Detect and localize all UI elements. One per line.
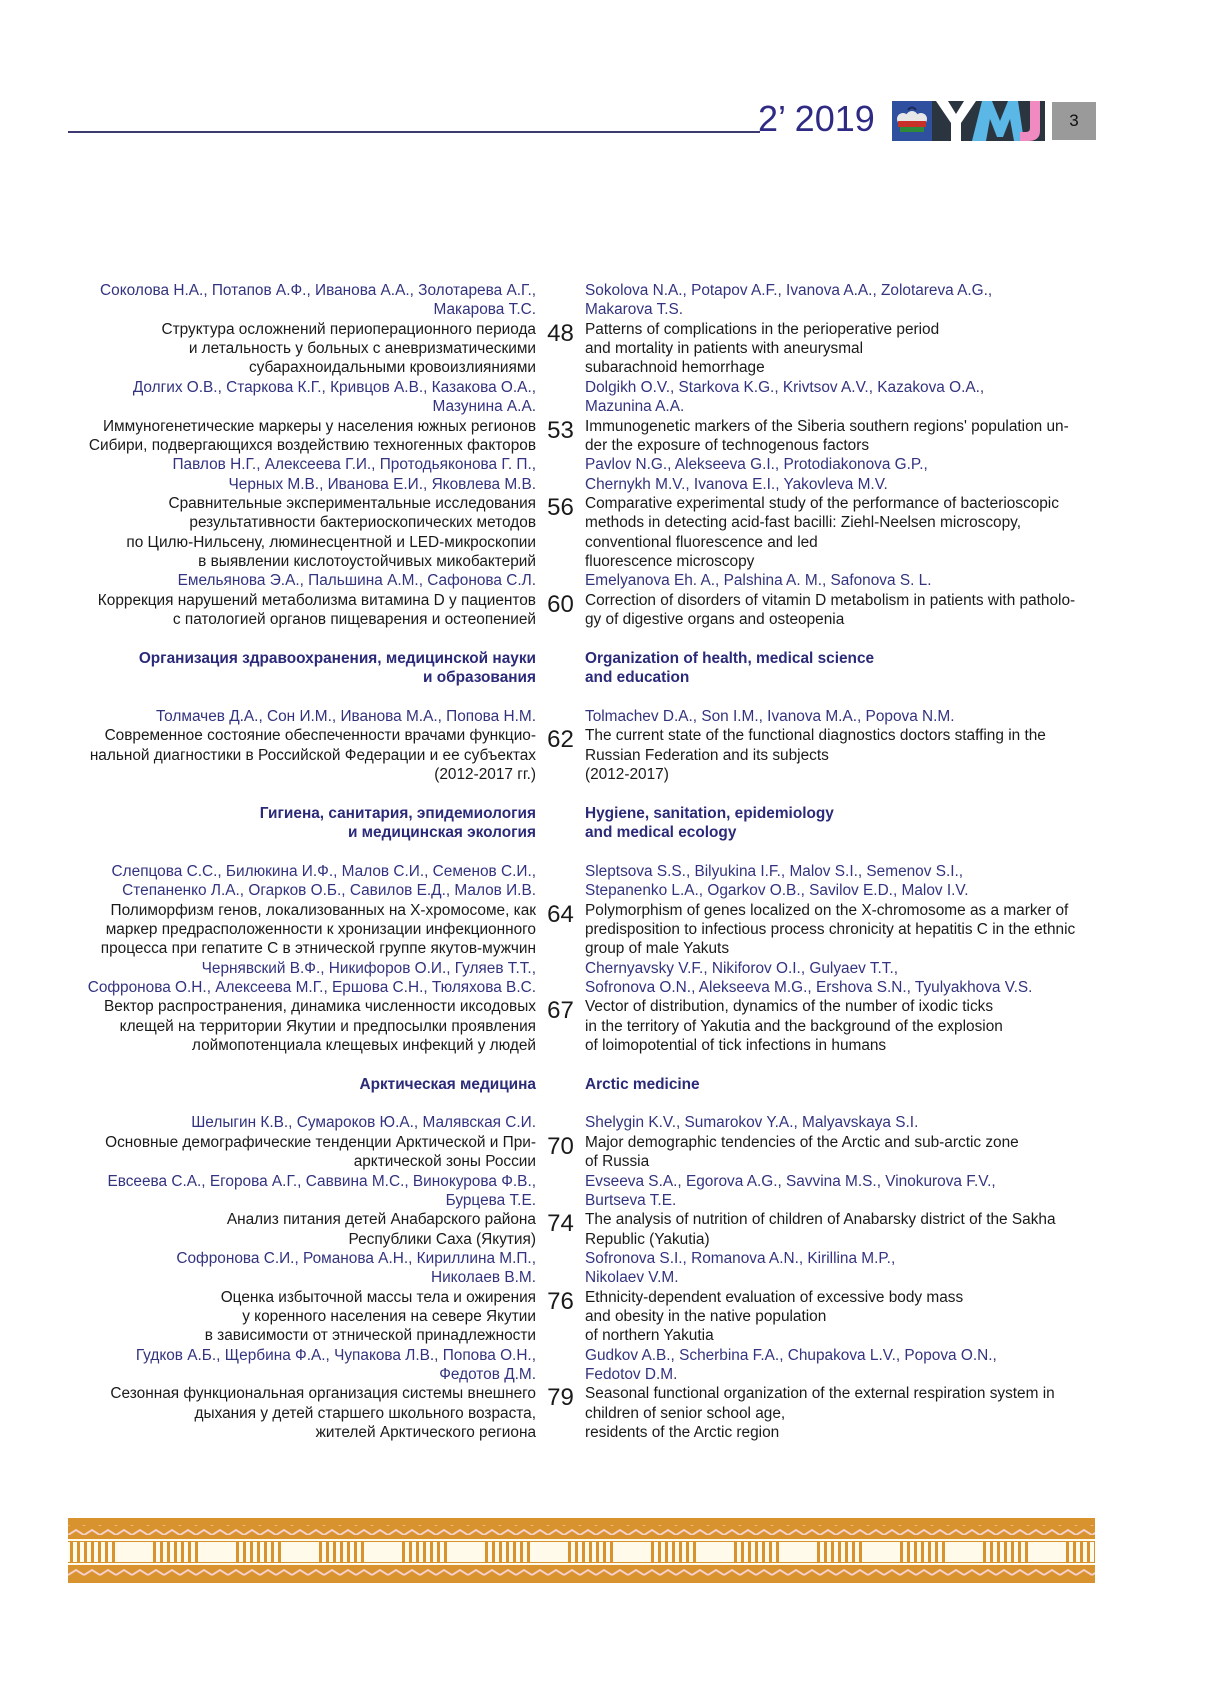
article-title-en: Major demographic tendencies of the Arctic and sub-arctic zone bbox=[585, 1133, 1019, 1151]
authors-en: Chernykh M.V., Ivanova E.I., Yakovleva M.V. bbox=[585, 475, 888, 493]
authors-en: Burtseva T.E. bbox=[585, 1191, 677, 1209]
ornament-border bbox=[68, 1518, 1095, 1583]
authors-page bbox=[536, 963, 585, 982]
section-heading-en: Organization of health, medical science bbox=[585, 649, 875, 667]
article-title-en bbox=[585, 784, 1092, 803]
authors-en: Dolgikh O.V., Starkova K.G., Krivtsov A.V., Kazakova O.A., bbox=[585, 378, 985, 396]
authors-en: Sleptsova S.S., Bilyukina I.F., Malov S.I., Semenov S.I., bbox=[585, 862, 964, 880]
page-number-page bbox=[536, 1098, 585, 1117]
article-title-en: gy of digestive organs and osteopenia bbox=[585, 611, 845, 629]
article-title-en: predisposition to infectious process chronicity at hepatitis C in the ethnic bbox=[585, 920, 1076, 938]
article-title-ru: дыхания у детей старшего школьного возраста, bbox=[194, 1404, 536, 1422]
article-title-ru: у коренного населения на севере Якутии bbox=[242, 1308, 536, 1326]
section-heading-en: and education bbox=[585, 669, 690, 687]
article-title-ru bbox=[68, 1094, 536, 1113]
page-number-page: 64 bbox=[547, 900, 574, 928]
page-number-page: 56 bbox=[547, 493, 574, 521]
page-number-page bbox=[536, 769, 585, 788]
page-number-page bbox=[536, 614, 585, 633]
authors-page bbox=[536, 1350, 585, 1369]
authors-page bbox=[536, 285, 585, 304]
article-title-en: The analysis of nutrition of children of Anabarsky district of the Sakha bbox=[585, 1211, 1056, 1229]
article-title-ru bbox=[68, 1055, 536, 1074]
article-title-en: group of male Yakuts bbox=[585, 940, 730, 958]
page-number-page: 48 bbox=[547, 319, 574, 347]
article-title-ru: нальной диагностики в Российской Федерации и ее субъектах bbox=[89, 746, 536, 764]
article-title-ru: Вектор распространения, динамика численности иксодовых bbox=[104, 998, 536, 1016]
article-title-en bbox=[585, 842, 1092, 861]
authors-page bbox=[536, 866, 585, 885]
zigzag-top bbox=[68, 1525, 1095, 1535]
table-of-contents bbox=[68, 281, 1092, 1443]
article-title-en: children of senior school age, bbox=[585, 1404, 786, 1422]
article-title-en: methods in detecting acid-fast bacilli: Ziehl-Neelsen microscopy, bbox=[585, 514, 1021, 532]
authors-page bbox=[536, 1176, 585, 1195]
authors-ru: Толмачев Д.А., Сон И.М., Иванова М.А., Попова Н.М. bbox=[155, 707, 536, 725]
authors-en: Makarova T.S. bbox=[585, 301, 684, 319]
authors-en: Pavlov N.G., Alekseeva G.I., Protodiakonova G.P., bbox=[585, 456, 928, 474]
article-title-ru: Современное состояние обеспеченности врачами функцио- bbox=[104, 727, 536, 745]
header-rule bbox=[68, 131, 760, 133]
toc-row-author bbox=[68, 281, 1092, 300]
article-title-ru: жителей Арктического региона bbox=[315, 1424, 536, 1442]
authors-ru: Шелыгин К.В., Сумароков Ю.А., Малявская С.И. bbox=[191, 1114, 536, 1132]
authors-ru: Гудков А.Б., Щербина Ф.А., Чупакова Л.В., Попова О.Н., bbox=[135, 1346, 536, 1364]
page-number-page bbox=[536, 1059, 585, 1078]
authors-ru: Федотов Д.М. bbox=[439, 1366, 536, 1384]
page-number-page bbox=[536, 1427, 585, 1446]
authors-en: Gudkov A.B., Scherbina F.A., Chupakova L.V., Popova O.N., bbox=[585, 1346, 997, 1364]
authors-en: Evseeva S.A., Egorova A.G., Savvina M.S., Vinokurova F.V., bbox=[585, 1172, 996, 1190]
authors-ru: Мазунина А.А. bbox=[432, 398, 536, 416]
page-number-page: 60 bbox=[547, 590, 574, 618]
authors-en: Tolmachev D.A., Son I.M., Ivanova M.A., Popova N.M. bbox=[585, 707, 955, 725]
article-title-en bbox=[585, 1055, 1092, 1074]
page-number-page bbox=[536, 1234, 585, 1253]
authors-en: Nikolaev V.M. bbox=[585, 1269, 679, 1287]
article-title-ru: Иммуногенетические маркеры у населения южных регионов bbox=[102, 417, 536, 435]
article-title-ru: Сибири, подвергающихся воздействию техногенных факторов bbox=[88, 436, 536, 454]
article-title-en: The current state of the functional diagnostics doctors staffing in the bbox=[585, 727, 1046, 745]
article-title-ru: Коррекция нарушений метаболизма витамина D у пациентов bbox=[97, 591, 536, 609]
page-number-page: 74 bbox=[547, 1210, 574, 1238]
article-title-ru: Оценка избыточной массы тела и ожирения bbox=[220, 1288, 536, 1306]
authors-ru: Емельянова Э.А., Пальшина А.М., Сафонова С.Л. bbox=[177, 572, 536, 590]
authors-ru: Павлов Н.Г., Алексеева Г.И., Протодьяконова Г. П., bbox=[172, 456, 536, 474]
article-title-ru: с патологией органов пищеварения и остеопенией bbox=[172, 611, 536, 629]
article-title-ru: и летальность у больных с аневризматическими bbox=[188, 340, 536, 358]
article-title-ru: процесса при гепатите С в этнической группе якутов-мужчин bbox=[100, 940, 536, 958]
article-title-en: Seasonal functional organization of the external respiration system in bbox=[585, 1385, 1055, 1403]
page-number-page bbox=[536, 633, 585, 652]
page-number-page bbox=[536, 343, 585, 362]
article-title-en: of Russia bbox=[585, 1153, 650, 1171]
article-title-ru: (2012-2017 гг.) bbox=[434, 765, 536, 783]
page-number-page bbox=[536, 1408, 585, 1427]
article-title-en: conventional fluorescence and led bbox=[585, 533, 818, 551]
section-heading-ru: Арктическая медицина bbox=[359, 1075, 536, 1093]
article-title-ru: арктической зоны России bbox=[353, 1153, 536, 1171]
article-title-en: Russian Federation and its subjects bbox=[585, 746, 829, 764]
page-number-page bbox=[536, 846, 585, 865]
section-heading-en: Arctic medicine bbox=[585, 1075, 700, 1093]
page-number-page bbox=[536, 1311, 585, 1330]
article-title-en: in the territory of Yakutia and the background of the explosion bbox=[585, 1017, 1003, 1035]
article-title-en: and mortality in patients with aneurysmal bbox=[585, 340, 864, 358]
authors-en: Stepanenko L.A., Ogarkov O.B., Savilov E.D., Malov I.V. bbox=[585, 882, 969, 900]
page-number-page bbox=[536, 943, 585, 962]
article-title-ru: клещей на территории Якутии и предпосылки проявления bbox=[119, 1017, 536, 1035]
page-number-page bbox=[536, 924, 585, 943]
article-title-en: (2012-2017) bbox=[585, 765, 669, 783]
authors-en: Fedotov D.M. bbox=[585, 1366, 678, 1384]
article-title-en: and obesity in the native population bbox=[585, 1308, 827, 1326]
authors-ru: Софронова С.И., Романова А.Н., Кириллина М.П., bbox=[176, 1249, 536, 1267]
authors-ru: Черных М.В., Иванова Е.И., Яковлева М.В. bbox=[228, 475, 536, 493]
article-title-en: Correction of disorders of vitamin D metabolism in patients with patholo- bbox=[585, 591, 1076, 609]
section-heading-page bbox=[536, 653, 585, 672]
article-title-ru: Полиморфизм генов, локализованных на Х-хромосоме, как bbox=[110, 901, 536, 919]
page-number-page: 79 bbox=[547, 1384, 574, 1412]
section-heading-ru: и медицинская экология bbox=[347, 824, 536, 842]
article-title-en: subarachnoid hemorrhage bbox=[585, 359, 765, 377]
article-title-en: Republic (Yakutia) bbox=[585, 1230, 710, 1248]
article-title-ru: Структура осложнений периоперационного периода bbox=[161, 320, 536, 338]
page-number-page bbox=[536, 1021, 585, 1040]
article-title-ru: результативности бактериоскопических методов bbox=[189, 514, 536, 532]
article-title-en bbox=[585, 1094, 1092, 1113]
article-title-en: of loimopotential of tick infections in humans bbox=[585, 1037, 887, 1055]
article-title-ru: Сравнительные экспериментальные исследования bbox=[168, 494, 536, 512]
article-title-en: Comparative experimental study of the performance of bacterioscopic bbox=[585, 494, 1059, 512]
article-title-en: Polymorphism of genes localized on the X-chromosome as a marker of bbox=[585, 901, 1069, 919]
authors-en: Chernyavsky V.F., Nikiforov O.I., Gulyaev T.T., bbox=[585, 959, 899, 977]
article-title-ru bbox=[68, 629, 536, 648]
authors-page bbox=[536, 459, 585, 478]
article-title-en: Immunogenetic markers of the Siberia southern regions' population un- bbox=[585, 417, 1069, 435]
zigzag-bottom bbox=[68, 1568, 1095, 1578]
article-title-en bbox=[585, 688, 1092, 707]
bar-band bbox=[68, 1542, 1095, 1562]
page-number-page: 67 bbox=[547, 997, 574, 1025]
authors-ru: Евсеева С.А., Егорова А.Г., Саввина М.С., Винокурова Ф.В., bbox=[107, 1172, 536, 1190]
page-number-page bbox=[536, 1330, 585, 1349]
page-number-page bbox=[536, 537, 585, 556]
article-title-en: residents of the Arctic region bbox=[585, 1424, 780, 1442]
article-title-en: of northern Yakutia bbox=[585, 1327, 714, 1345]
authors-ru: Софронова О.Н., Алексеева М.Г., Ершова С.Н., Тюляхова В.С. bbox=[87, 978, 536, 996]
section-heading-page bbox=[536, 672, 585, 691]
page-number-page bbox=[536, 440, 585, 459]
section-heading-ru: Гигиена, санитария, эпидемиология bbox=[259, 804, 536, 822]
issue-number: 2’ 2019 bbox=[758, 98, 875, 139]
article-title-ru: Анализ питания детей Анабарского района bbox=[226, 1211, 536, 1229]
article-title-ru: лоймопотенциала клещевых инфекций у людей bbox=[191, 1037, 536, 1055]
article-title-ru: в зависимости от этнической принадлежности bbox=[204, 1327, 536, 1345]
article-title-en: Ethnicity-dependent evaluation of excessive body mass bbox=[585, 1288, 964, 1306]
journal-logo bbox=[892, 101, 1045, 141]
authors-en: Sofronova O.N., Alekseeva M.G., Ershova S.N., Tyulyakhova V.S. bbox=[585, 978, 1033, 996]
article-title-ru bbox=[68, 842, 536, 861]
section-heading-en: and medical ecology bbox=[585, 824, 737, 842]
section-heading-ru: и образования bbox=[422, 669, 536, 687]
article-title-ru: по Цилю-Нильсену, люминесцентной и LED-микроскопии bbox=[126, 533, 536, 551]
article-title-ru: субарахноидальными кровоизлияниями bbox=[248, 359, 536, 377]
article-title-ru: Основные демографические тенденции Арктической и При- bbox=[105, 1133, 536, 1151]
page-number-page bbox=[536, 1156, 585, 1175]
page-number-page bbox=[536, 750, 585, 769]
authors-ru: Слепцова С.С., Билюкина И.Ф., Малов С.И., Семенов С.И., bbox=[111, 862, 536, 880]
section-heading-ru: Организация здравоохранения, медицинской науки bbox=[138, 649, 536, 667]
article-title-en: Vector of distribution, dynamics of the number of ixodic ticks bbox=[585, 998, 994, 1016]
authors-ru: Долгих О.В., Старкова К.Г., Кривцов А.В., Казакова О.А., bbox=[132, 378, 536, 396]
page-number-page bbox=[536, 362, 585, 381]
authors-ru: Степаненко Л.А., Огарков О.Б., Савилов Е.Д., Малов И.В. bbox=[122, 882, 536, 900]
article-title-ru: Сезонная функциональная организация системы внешнего bbox=[110, 1385, 536, 1403]
authors-en: Mazunina A.A. bbox=[585, 398, 685, 416]
page-number-page bbox=[536, 517, 585, 536]
authors-ru: Макарова Т.С. bbox=[433, 301, 536, 319]
authors-ru: Соколова Н.А., Потапов А.Ф., Иванова А.А., Золотарева А.Г., bbox=[100, 282, 536, 299]
section-heading-page bbox=[536, 1079, 585, 1098]
page-number-page: 62 bbox=[547, 726, 574, 754]
page-number-page bbox=[536, 556, 585, 575]
authors-page bbox=[536, 382, 585, 401]
article-title-ru: маркер предрасположенности к хронизации инфекционного bbox=[105, 920, 536, 938]
authors-ru: Николаев В.М. bbox=[430, 1269, 536, 1287]
authors-en: Shelygin K.V., Sumarokov Y.A., Malyavskaya S.I. bbox=[585, 1114, 919, 1132]
page-number: 3 bbox=[1052, 102, 1096, 140]
authors-en: Sofronova S.I., Romanova A.N., Kirillina M.P., bbox=[585, 1249, 896, 1267]
page-number-page bbox=[536, 692, 585, 711]
article-title-ru bbox=[68, 688, 536, 707]
section-heading-en: Hygiene, sanitation, epidemiology bbox=[585, 804, 834, 822]
authors-ru: Чернявский В.Ф., Никифоров О.И., Гуляев Т.Т., bbox=[201, 959, 536, 977]
page-number-page: 53 bbox=[547, 416, 574, 444]
article-title-ru: в выявлении кислотоустойчивых микобактерий bbox=[198, 553, 536, 571]
page-number-page bbox=[536, 788, 585, 807]
article-title-en bbox=[585, 629, 1092, 648]
section-heading-page bbox=[536, 827, 585, 846]
authors-en: Emelyanova Eh. A., Palshina A. M., Safonova S. L. bbox=[585, 572, 932, 590]
page-number-page bbox=[536, 1040, 585, 1059]
authors-en: Sokolova N.A., Potapov A.F., Ivanova A.A., Zolotareva A.G., bbox=[585, 282, 993, 299]
page-number-page: 70 bbox=[547, 1132, 574, 1160]
page-number-page: 76 bbox=[547, 1287, 574, 1315]
article-title-ru bbox=[68, 784, 536, 803]
article-title-en: der the exposure of technogenous factors bbox=[585, 436, 870, 454]
article-title-en: fluorescence microscopy bbox=[585, 553, 755, 571]
article-title-ru: Республики Саха (Якутия) bbox=[348, 1230, 536, 1248]
authors-ru: Бурцева Т.Е. bbox=[445, 1191, 536, 1209]
article-title-en: Patterns of complications in the perioperative period bbox=[585, 320, 940, 338]
section-heading-page bbox=[536, 808, 585, 827]
authors-page bbox=[536, 1253, 585, 1272]
